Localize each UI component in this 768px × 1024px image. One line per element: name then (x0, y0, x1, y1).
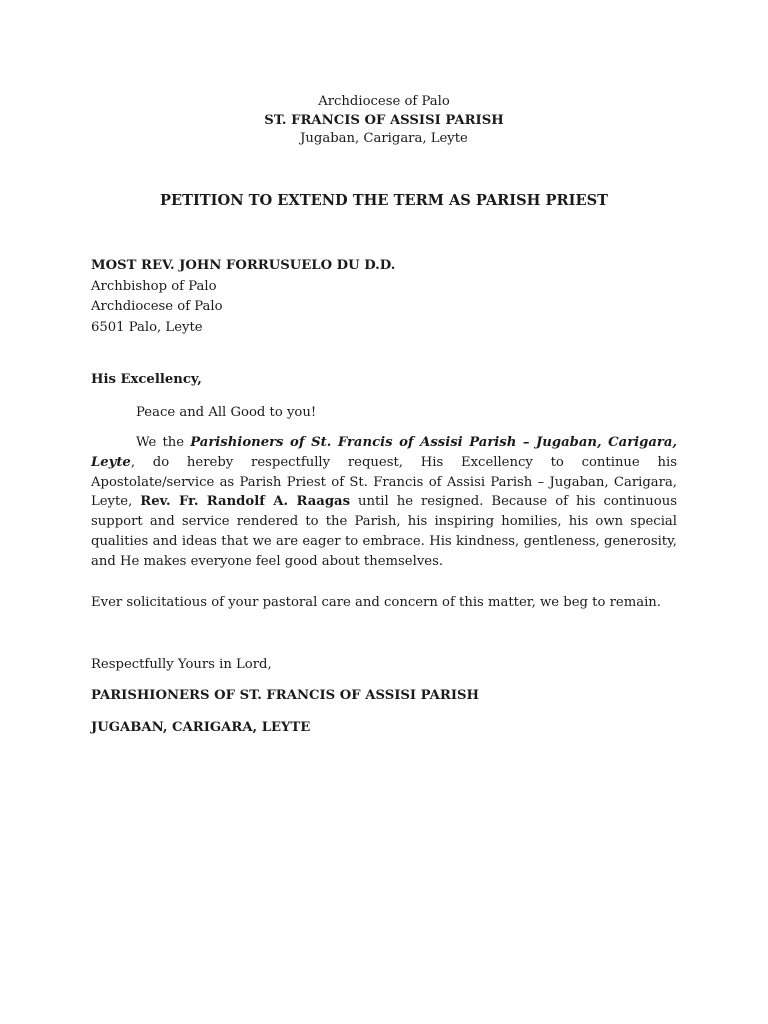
letterhead-archdiocese: Archdiocese of Palo (318, 94, 450, 109)
signature-line-1: PARISHIONERS OF ST. FRANCIS OF ASSISI PARISH (91, 688, 479, 703)
body-paragraph (91, 433, 677, 572)
addressee-line-1: Archbishop of Palo (91, 278, 217, 294)
body-text-3: until he resigned. Because of his continuous support and service rendered to the Parish, his inspiring homilies, his own special qualities and ideas that we are eager to embrace. His kindness, gentleness, generosity, and He makes everyone feel good about themselves. (91, 494, 677, 569)
body-text-2: , do hereby respectfully request, His Excellency to continue his Apostolate/service as Parish Priest of St. Francis of Assisi Parish – Jugaban, Carigara, Leyte, (91, 454, 677, 510)
addressee-block (91, 256, 691, 338)
body-parishioners: Parishioners of St. Francis of Assisi Parish – Jugaban, Carigara, Leyte (91, 435, 677, 470)
document-title: PETITION TO EXTEND THE TERM AS PARISH PRIEST (160, 192, 608, 209)
addressee-name: MOST REV. JOHN FORRUSUELO DU D.D. (91, 258, 396, 273)
salutation: His Excellency, (91, 372, 202, 387)
greeting: Peace and All Good to you! (136, 405, 317, 420)
letterhead-location: Jugaban, Carigara, Leyte (300, 131, 468, 146)
body-text-1: We the (136, 435, 191, 450)
addressee-line-3: 6501 Palo, Leyte (91, 319, 203, 335)
addressee-line-2: Archdiocese of Palo (91, 299, 223, 314)
letterhead (0, 93, 768, 149)
closing-valediction: Respectfully Yours in Lord, (91, 657, 272, 672)
signature-line-2: JUGABAN, CARIGARA, LEYTE (91, 720, 311, 735)
body-priest-name: Rev. Fr. Randolf A. Raagas (140, 494, 351, 510)
closing-statement: Ever solicitatious of your pastoral care and concern of this matter, we beg to remain. (91, 595, 661, 610)
letterhead-parish: ST. FRANCIS OF ASSISI PARISH (264, 112, 504, 128)
